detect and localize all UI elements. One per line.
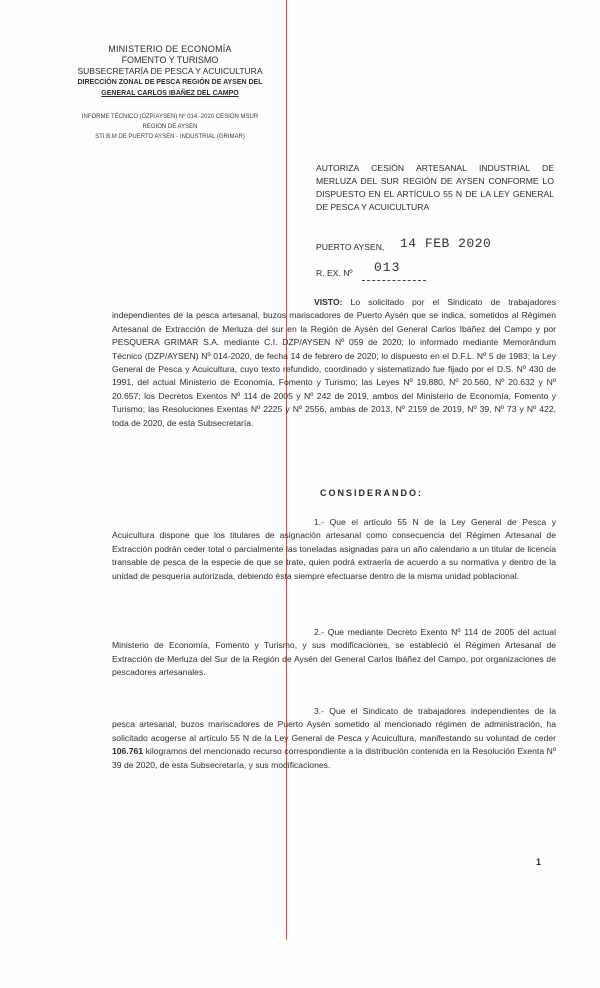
considerando-3-text-b: kilogramos del mencionado recurso correspondiente a la distribución contenida en la Resolución Exenta Nº 39 de 2020, de esta Subsecretaría, y sus modificaciones. (112, 746, 556, 770)
considerando-3 (112, 705, 556, 772)
considerando-3-amount: 106.761 (112, 746, 144, 757)
visto-label: VISTO: (314, 297, 343, 307)
considerando-3-text-a: 3.- Que el Sindicato de trabajadores independientes de la pesca artesanal, buzos mariscadores de Puerto Aysén sometido al mencionado régimen de administración, ha solicitado acogerse al artículo 55 N de la Ley General de Pesca y Acuicultura, manifestando su voluntad de ceder (112, 706, 556, 743)
visto-paragraph (112, 296, 556, 430)
ministry-subtitle: FOMENTO Y TURISMO (121, 55, 219, 65)
date-stamp: 14 FEB 2020 (400, 236, 492, 251)
letterhead (50, 44, 290, 99)
visto-text: Lo solicitado por el Sindicato de trabajadores independientes de la pesca artesanal, buzos mariscadores de Puerto Aysén que se indica, sometidos al Régimen Artesanal de Extracción de Merluza del sur en la Región de Aysén del General Carlos Ibáñez del Campo y por PESQUERA GRIMAR S.A. mediante C.I. DZP/AYSEN Nº 059 de 2020; lo informado mediante Memorándum Técnico (DZP/AYSEN) Nº 014-2020, de fecha 14 de febrero de 2020; lo dispuesto en el D.F.L. Nº 5 de 1983; la Ley General de Pesca y Acuicultura, cuyo texto refundido, coordinado y sistematizado fue fijado por el D.S. Nº 430 de 1991, del actual Ministerio de Economía, Fomento y Turismo; las Leyes Nº 19.880, Nº 20.560, Nº 20.632 y Nº 20.657; los Decretos Exentos Nº 114 de 2005 y Nº 242 de 2019, ambos del Ministerio de Economía, Fomento y Turismo; las Resoluciones Exentas Nº 2225 y Nº 2556, ambas de 2013, Nº 2159 de 2019, Nº 39, Nº 73 y Nº 422, toda de 2020, de esta Subsecretaría. (112, 297, 556, 428)
page-number: 1 (536, 857, 542, 867)
ministry-name: MINISTERIO DE ECONOMÍA (108, 44, 232, 54)
place-date (316, 236, 556, 256)
reference-block (50, 112, 290, 142)
reference-line-3: STI B.M DE PUERTO AYSEN - INDUSTRIAL (GRIMAR) (95, 134, 245, 140)
zonal-direction: DIRECCIÓN ZONAL DE PESCA REGIÓN DE AYSEN DEL (77, 79, 263, 86)
resolution-number-underline (362, 280, 426, 282)
resolution-number-value: 013 (374, 260, 401, 275)
considerando-1: 1.- Que el artículo 55 N de la Ley General de Pesca y Acuicultura dispone que los titulares de asignación artesanal como consecuencia del Régimen Artesanal de Extracción podrán ceder total o parcialmente las toneladas asignadas para un año calendario a un titular de licencia transable de pesca de la especie de que se trate, quien podrá extraerla de acuerdo a su normativa y dentro de la unidad de pesquería autorizada, debiendo ésta siempre efectuarse dentro de la misma unidad poblacional. (112, 517, 556, 581)
subsecretariat-name: SUBSECRETARÍA DE PESCA Y ACUICULTURA (77, 66, 263, 76)
resolution-number (316, 260, 556, 282)
place: PUERTO AYSEN, (316, 242, 385, 252)
considerando-2: 2.- Que mediante Decreto Exento Nº 114 de 2005 del actual Ministerio de Economía, Fomento y Turismo, y sus modificaciones, se estableció el Régimen Artesanal de Extracción de Merluza del Sur de la Región de Aysén del General Carlos Ibáñez del Campo, por organizaciones de pescadores artesanales. (112, 627, 556, 678)
resolution-summary: AUTORIZA CESIÓN ARTESANAL INDUSTRIAL DE MERLUZA DEL SUR REGIÓN DE AYSEN CONFORME LO DISPUESTO EN EL ARTÍCULO 55 N DE LA LEY GENERAL DE PESCA Y ACUICULTURA (316, 163, 554, 212)
resolution-number-label: R. EX. Nº (316, 268, 353, 278)
reference-line-1: INFORME TÉCNICO (DZP/AYSEN) Nº 014 -2020 CESION MSUR (81, 114, 259, 120)
region-name: GENERAL CARLOS IBAÑEZ DEL CAMPO (101, 90, 239, 97)
reference-line-2: REGION DE AYSEN (142, 124, 198, 130)
considerando-heading: CONSIDERANDO: (320, 488, 424, 498)
